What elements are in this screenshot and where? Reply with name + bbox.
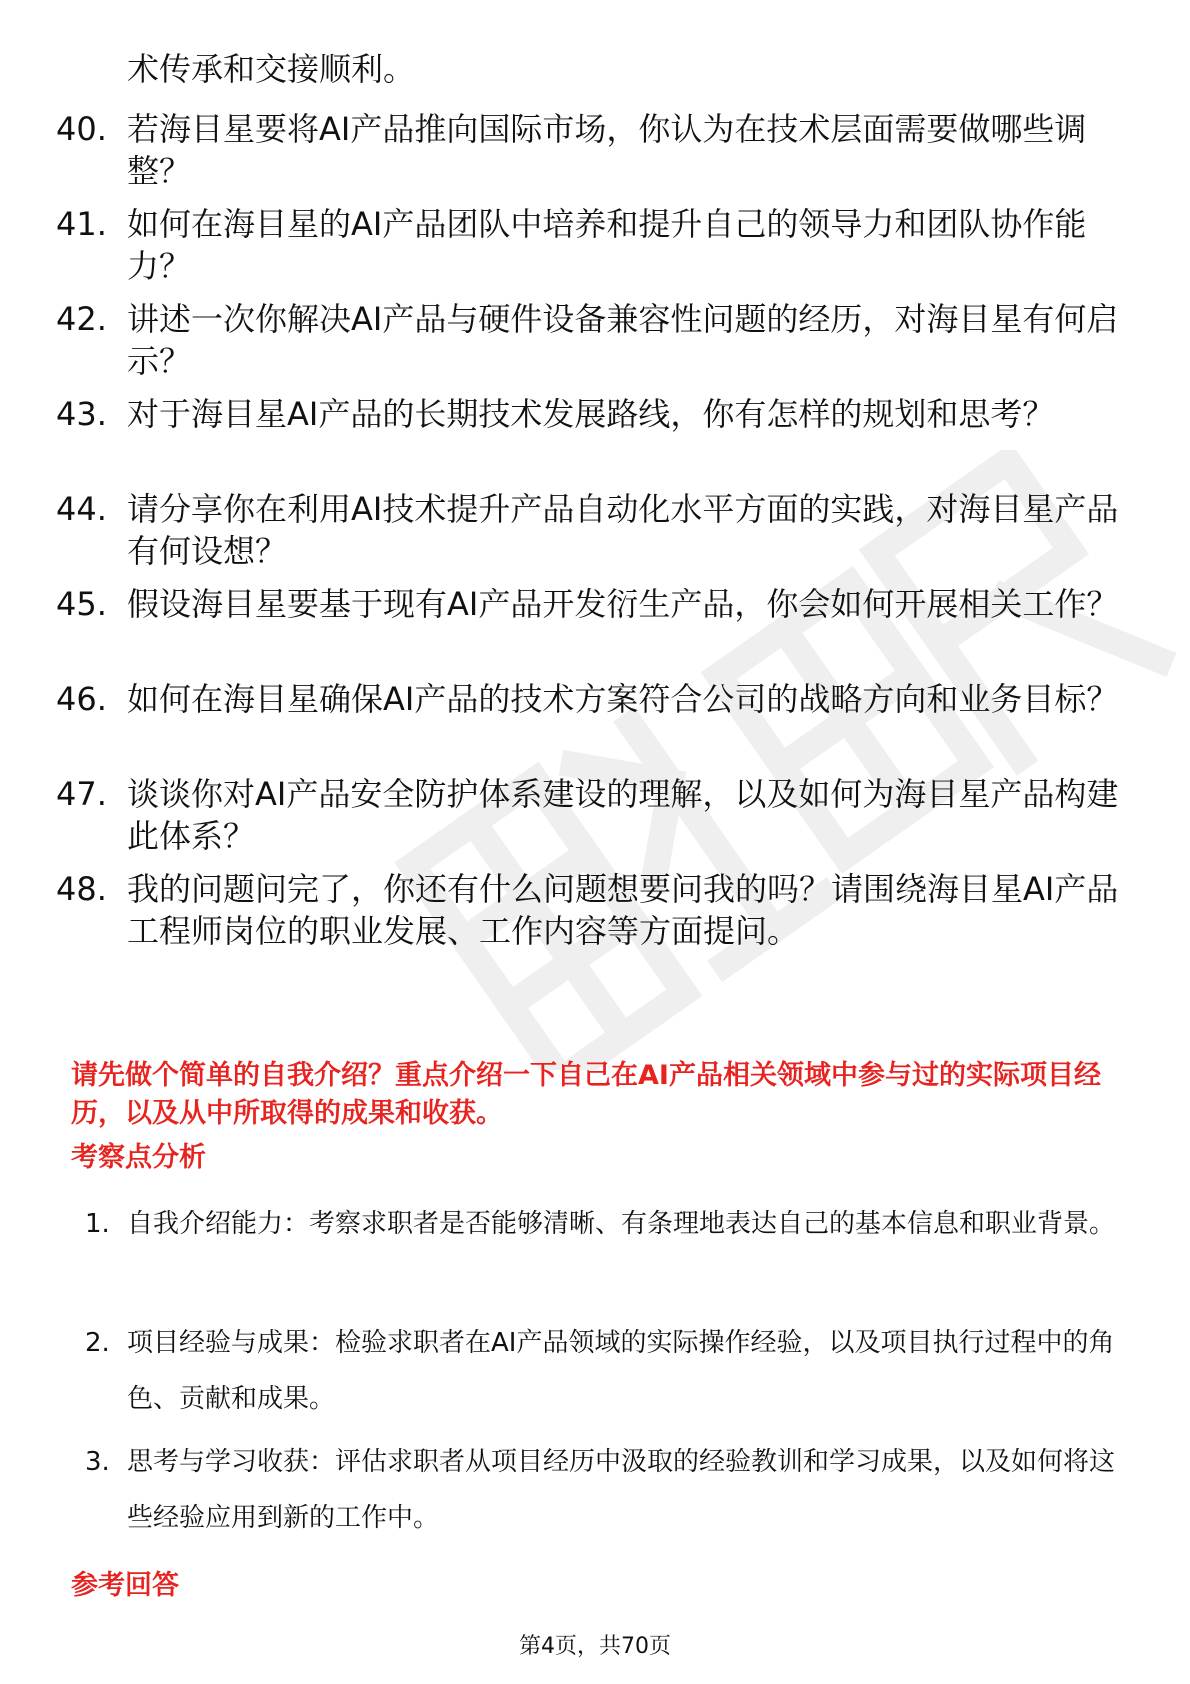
question-text: 我的问题问完了，你还有什么问题想要问我的吗？请围绕海目星AI产品工程师岗位的职业发展、工作内容等方面提问。 [127, 870, 1119, 950]
question-text: 假设海目星要基于现有AI产品开发衍生产品，你会如何开展相关工作？ [127, 585, 1119, 623]
question-number: 46. [56, 680, 107, 718]
question-text: 谈谈你对AI产品安全防护体系建设的理解，以及如何为海目星产品构建此体系？ [127, 775, 1119, 855]
point-text: 自我介绍能力：考察求职者是否能够清晰、有条理地表达自己的基本信息和职业背景。 [127, 1209, 1116, 1239]
question-text: 讲述一次你解决AI产品与硬件设备兼容性问题的经历，对海目星有何启示？ [127, 300, 1119, 380]
question-number: 43. [56, 395, 107, 433]
question-number: 47. [56, 775, 107, 813]
question-number: 45. [56, 585, 107, 623]
point-number: 1. [85, 1209, 110, 1239]
highlight-question: 请先做个简单的自我介绍？重点介绍一下自己在AI产品相关领域中参与过的实际项目经历，以及从中所取得的成果和收获。 [71, 1060, 1101, 1129]
point-text: 项目经验与成果：检验求职者在AI产品领域的实际操作经验，以及项目执行过程中的角色、贡献和成果。 [127, 1328, 1115, 1414]
question-text: 对于海目星AI产品的长期技术发展路线，你有怎样的规划和思考？ [127, 395, 1055, 433]
point-text: 思考与学习收获：评估求职者从项目经历中汲取的经验教训和学习成果，以及如何将这些经验应用到新的工作中。 [127, 1447, 1116, 1533]
question-text: 如何在海目星的AI产品团队中培养和提升自己的领导力和团队协作能力？ [127, 205, 1087, 285]
question-number: 40. [56, 110, 107, 148]
continuation-text: 术传承和交接顺利。 [127, 50, 416, 88]
question-text: 如何在海目星确保AI产品的技术方案符合公司的战略方向和业务目标？ [127, 680, 1119, 718]
reference-heading: 参考回答 [71, 1570, 179, 1601]
point-number: 3. [85, 1447, 110, 1477]
point-number: 2. [85, 1328, 110, 1358]
question-text: 若海目星要将AI产品推向国际市场，你认为在技术层面需要做哪些调整？ [127, 110, 1087, 190]
page-footer: 第4页，共70页 [519, 1634, 671, 1659]
analysis-heading: 考察点分析 [71, 1142, 206, 1173]
question-number: 48. [56, 870, 107, 908]
question-number: 44. [56, 490, 107, 528]
question-number: 42. [56, 300, 107, 338]
question-text: 请分享你在利用AI技术提升产品自动化水平方面的实践，对海目星产品有何设想？ [127, 490, 1119, 570]
question-number: 41. [56, 205, 107, 243]
